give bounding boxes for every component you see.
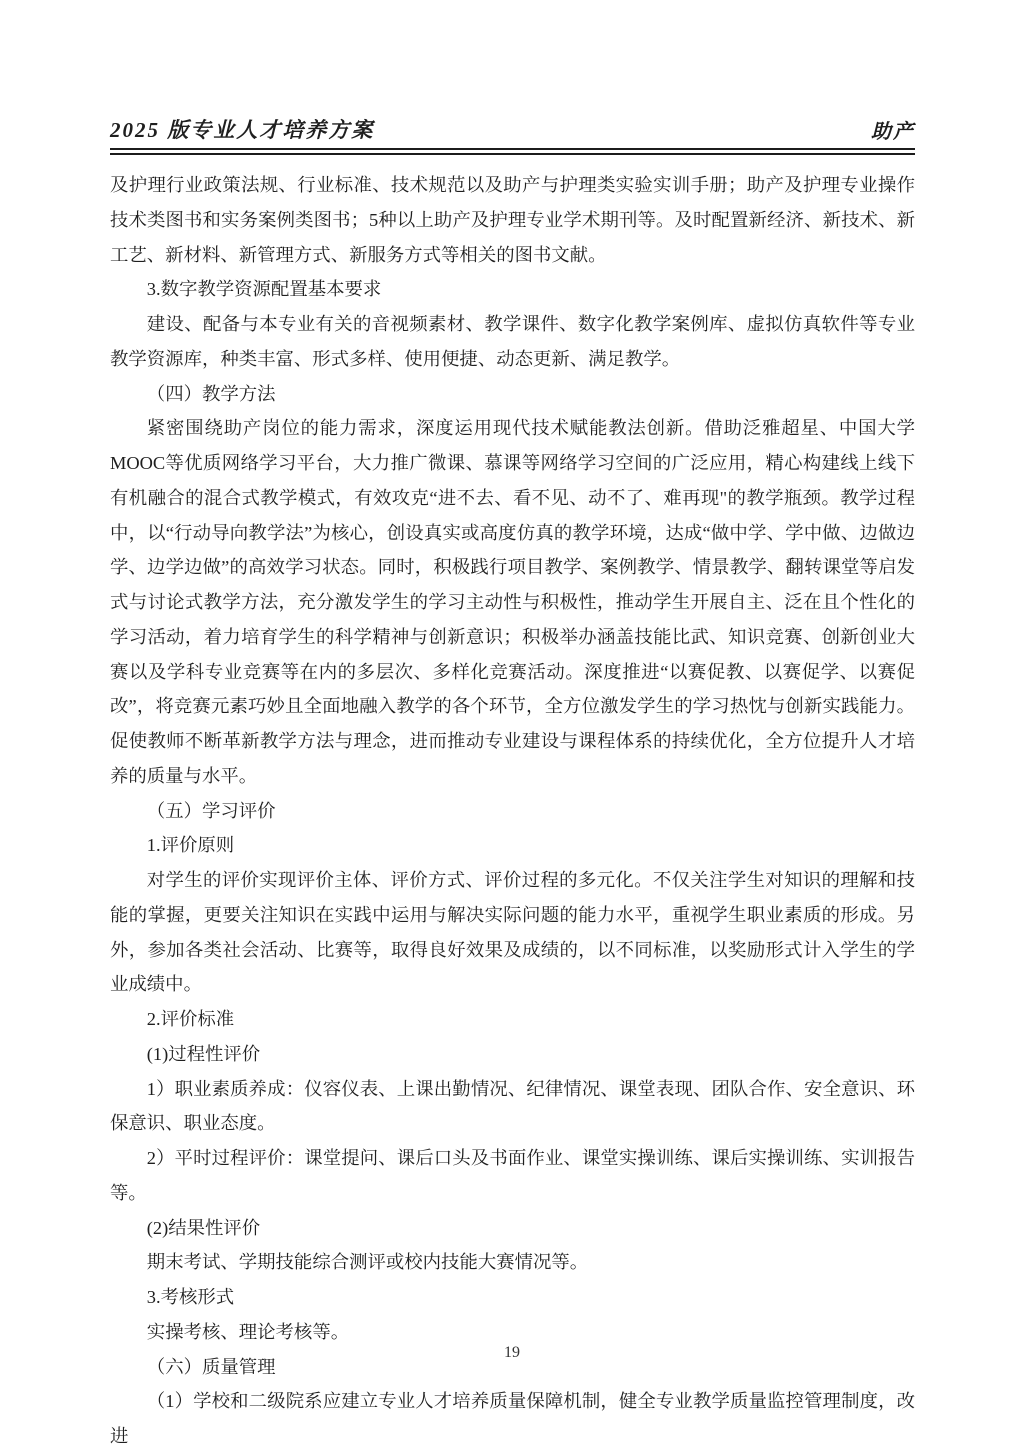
paragraph: 及护理行业政策法规、行业标准、技术规范以及助产与护理类实验实训手册；助产及护理专业操作技术类图书和实务案例类图书；5种以上助产及护理专业学术期刊等。及时配置新经济、新技术、新工艺、新材料、新管理方式、新服务方式等相关的图书文献。 [110,175,915,265]
paragraph: 3.数字教学资源配置基本要求 [146,279,382,300]
paragraph: （四）教学方法 [146,383,276,404]
paragraph: 1）职业素质养成：仪容仪表、上课出勤情况、纪律情况、课堂表现、团队合作、安全意识、环保意识、职业态度。 [110,1078,915,1134]
paragraph: (1)过程性评价 [146,1043,261,1064]
paragraph: 建设、配备与本专业有关的音视频素材、教学课件、数字化教学案例库、虚拟仿真软件等专业教学资源库，种类丰富、形式多样、使用便捷、动态更新、满足教学。 [110,314,915,369]
paragraph: 期末考试、学期技能综合测评或校内技能大赛情况等。 [146,1252,589,1273]
paragraph: 紧密围绕助产岗位的能力需求，深度运用现代技术赋能教法创新。借助泛雅超星、中国大学MOOC等优质网络学习平台，大力推广微课、慕课等网络学习空间的广泛应用，精心构建线上线下有机融合的混合式教学模式，有效攻克“进不去、看不见、动不了、难再现"的教学瓶颈。教学过程中，以“行动导向教学法”为核心，创设真实或高度仿真的教学环境，达成“做中学、学中做、边做边学、边学边做”的高效学习状态。同时，积极践行项目教学、案例教学、情景教学、翻转课堂等启发式与讨论式教学方法，充分激发学生的学习主动性与积极性，推动学生开展自主、泛在且个性化的学习活动，着力培育学生的科学精神与创新意识；积极举办涵盖技能比武、知识竞赛、创新创业大赛以及学科专业竞赛等在内的多层次、多样化竞赛活动。深度推进“以赛促教、以赛促学、以赛促改”，将竞赛元素巧妙且全面地融入教学的各个环节，全方位激发学生的学习热忱与创新实践能力。促使教师不断革新教学方法与理念，进而推动专业建设与课程体系的持续优化，全方位提升人才培养的质量与水平。 [110,418,915,786]
paragraph: 1.评价原则 [146,835,235,856]
page-header [110,114,915,155]
header-subject-label: 助产 [871,121,915,143]
paragraph: (2)结果性评价 [146,1217,261,1238]
header-document-title: 2025 版专业人才培养方案 [110,118,375,142]
paragraph: 实操考核、理论考核等。 [146,1321,350,1342]
paragraph: 2.评价标准 [146,1009,235,1029]
header-double-rule [110,148,915,155]
page-header-row [110,114,915,148]
paragraph: 3.考核形式 [146,1287,235,1307]
paragraph: （1）学校和二级院系应建立专业人才培养质量保障机制，健全专业教学质量监控管理制度，改进 [110,1391,915,1446]
paragraph: 对学生的评价实现评价主体、评价方式、评价过程的多元化。不仅关注学生对知识的理解和技能的掌握，更要关注知识在实践中运用与解决实际问题的能力水平，重视学生职业素质的形成。另外，参加各类社会活动、比赛等，取得良好效果及成绩的，以不同标准，以奖励形式计入学生的学业成绩中。 [110,870,915,995]
paragraph: （六）质量管理 [146,1356,276,1377]
paragraph: 2）平时过程评价：课堂提问、课后口头及书面作业、课堂实操训练、课后实操训练、实训报告等。 [110,1148,915,1203]
paragraph: （五）学习评价 [146,800,276,821]
document-body [110,168,915,1448]
page-number: 19 [504,1344,520,1361]
